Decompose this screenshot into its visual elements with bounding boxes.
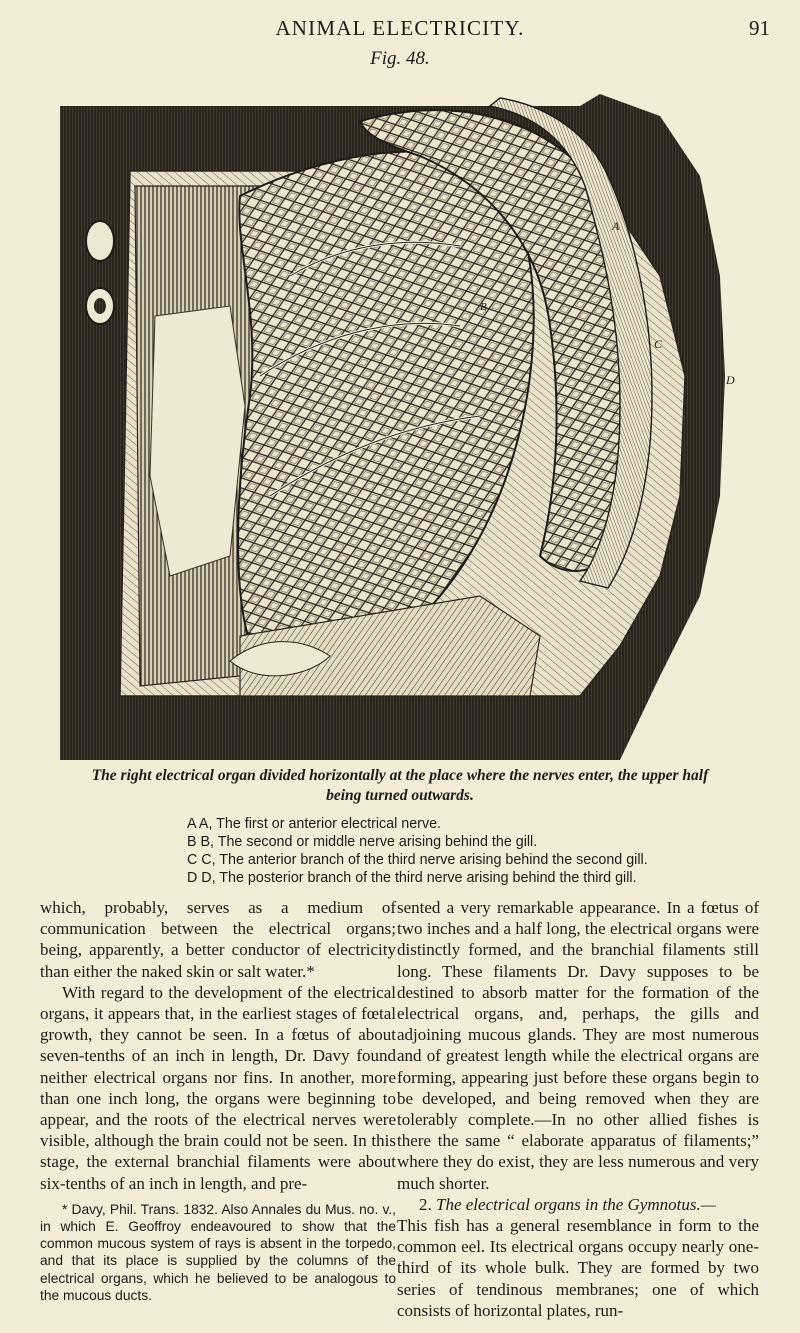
marker-d: D (726, 373, 735, 387)
left-paragraph-1: which, probably, serves as a medium of communication between the electrical organs; being, apparently, a better conductor of electricity than either the naked skin or salt water.* (40, 898, 396, 981)
running-title: ANIMAL ELECTRICITY. (275, 16, 525, 40)
marker-b: B (480, 301, 487, 313)
right-column (397, 897, 759, 1321)
marker-a: A (612, 219, 620, 233)
legend-item-cc: C C, The anterior branch of the third nerve arising behind the second gill. (187, 852, 648, 868)
right-paragraph-2: This fish has a general resemblance in form to the common eel. Its electrical organs occupy nearly one-third of its whole bulk. They are formed by two series of tendinous membranes; one of which consists of horizontal plates, run- (397, 1216, 759, 1320)
figure-label: Fig. 48. (370, 48, 430, 69)
electrical-organ-engraving (60, 76, 740, 760)
figure-legend (187, 815, 747, 887)
section-number: 2. (419, 1194, 432, 1214)
section-title: The electrical organs in the Gymnotus.— (436, 1194, 716, 1214)
figure-caption-line-2: being turned outwards. (326, 787, 474, 804)
figure-caption (60, 766, 740, 806)
legend-item-dd: D D, The posterior branch of the third nerve arising behind the third gill. (187, 870, 637, 886)
legend-item-bb: B B, The second or middle nerve arising behind the gill. (187, 834, 538, 850)
page-header (0, 16, 800, 42)
right-paragraph-1: sented a very remarkable appearance. In a fœtus of two inches and a half long, the electrical organs were distinctly formed, and the branchial filaments still long. These filaments Dr. Davy supposes to be destined to absorb matter for the formation of the electrical organs, and, perhaps, the gills and adjoining mucous glands. They are most numerous and of greatest length while the electrical organs are forming, appearing just before these organs begin to be developed, and being removed when they are tolerably complete.—In no other allied fishes is there the same “ elaborate apparatus of filaments;” where they do exist, they are less numerous and very much shorter. (397, 898, 759, 1193)
section-heading (397, 1194, 759, 1215)
footnote: * Davy, Phil. Trans. 1832. Also Annales du Mus. no. v., in which E. Geoffroy endeavoured to show that the common mucous system of rays is absent in the torpedo, and that its place is supplied by the columns of the electrical organs, which he believed to be analogous to the mucous ducts. (40, 1201, 396, 1303)
left-paragraph-2: With regard to the development of the electrical organs, it appears that, in the earliest stages of fœtal growth, they cannot be seen. In a fœtus of about seven-tenths of an inch in length, Dr. Davy found neither electrical organs nor fins. In another, more than one inch long, the organs were beginning to appear, and the roots of the electrical nerves were visible, although the brain could not be seen. In this stage, the external branchial filaments were about six-tenths of an inch in length, and pre- (40, 982, 396, 1193)
marker-c: C (654, 337, 663, 351)
legend-item-aa: A A, The first or anterior electrical nerve. (187, 816, 442, 832)
left-column (40, 897, 396, 1304)
page-number: 91 (749, 16, 770, 40)
figure-caption-line-1: The right electrical organ divided horizontally at the place where the nerves enter, the upper half (91, 767, 709, 784)
